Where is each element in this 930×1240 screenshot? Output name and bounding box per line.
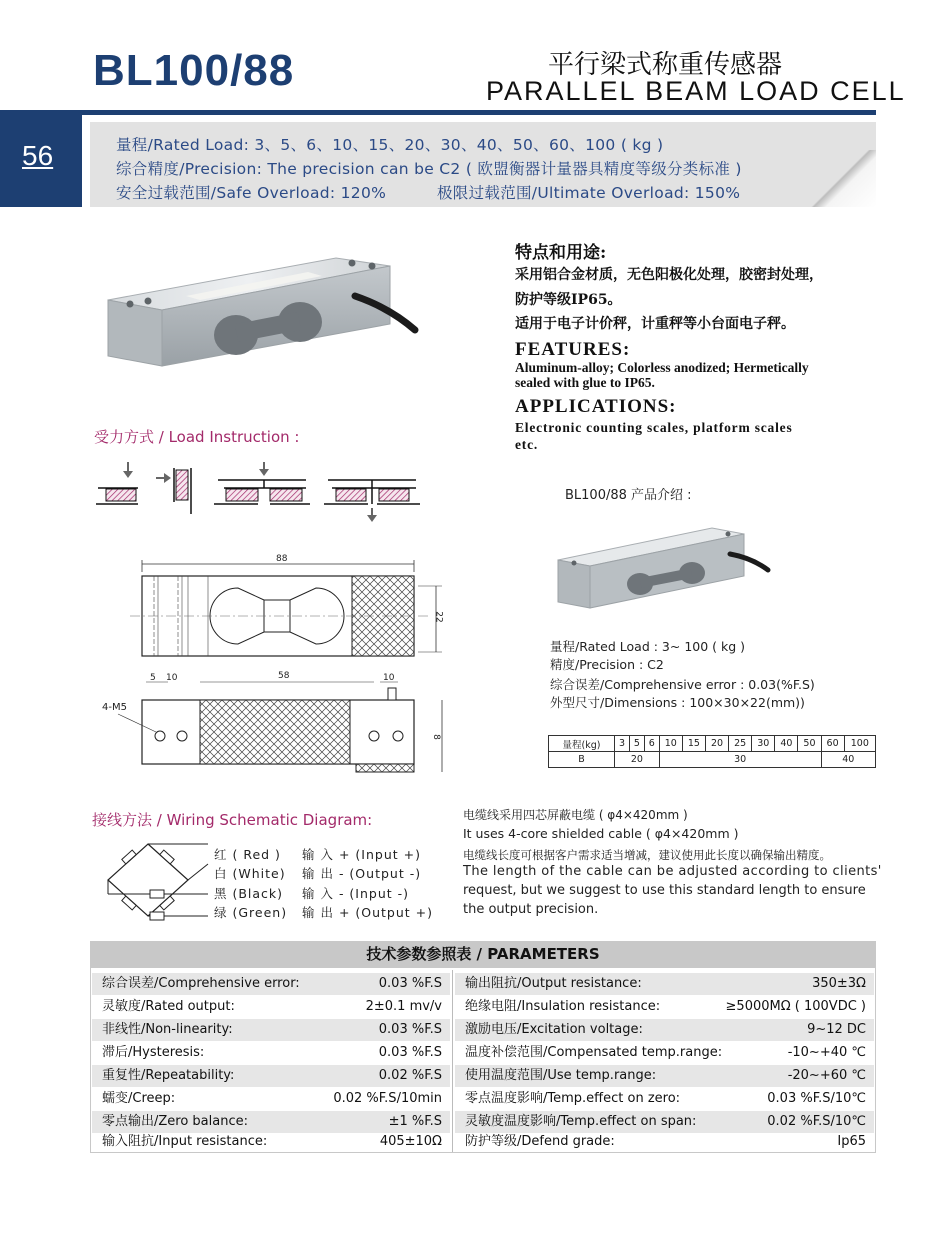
table-row <box>455 1111 874 1133</box>
param-value: 350±3Ω <box>812 976 866 991</box>
load-instruction-label: 受力方式 / Load Instruction : <box>94 428 300 446</box>
dim-length: 88 <box>276 554 288 564</box>
product-small-photo <box>552 518 774 618</box>
header-rule <box>0 110 876 115</box>
param-name: 使用温度范围/Use temp.range: <box>465 1068 657 1083</box>
intro-rated-load: 量程/Rated Load : 3~ 100 ( kg ) <box>550 639 746 654</box>
product-intro-title: BL100/88 产品介绍 : <box>565 488 692 503</box>
table-cell: 30 <box>659 752 821 768</box>
features-cn-line3: 适用于电子计价秤，计重秤等小台面电子秤。 <box>515 316 795 332</box>
param-value: 0.02 %F.S/10min <box>333 1091 442 1106</box>
table-row <box>455 1065 874 1087</box>
param-name: 蠕变/Creep: <box>102 1091 176 1106</box>
table-row <box>455 973 874 995</box>
table-row <box>92 996 450 1018</box>
intro-comprehensive-error: 综合误差/Comprehensive error : 0.03(%F.S) <box>550 677 815 692</box>
param-name: 输出阻抗/Output resistance: <box>465 976 642 991</box>
parameters-divider <box>452 970 453 1152</box>
param-name: 防护等级/Defend grade: <box>465 1134 615 1149</box>
wire-black-signal: 输 入 - (Input -) <box>302 886 410 901</box>
intro-precision: 精度/Precision : C2 <box>550 657 664 672</box>
wire-green-color: 绿 (Green) <box>214 905 288 920</box>
technical-drawing <box>98 552 458 777</box>
cable-note-en-1: The length of the cable can be adjusted according to clients' <box>463 864 882 879</box>
param-value: -10~+40 ℃ <box>787 1045 866 1060</box>
param-name: 重复性/Repeatability: <box>102 1068 235 1083</box>
param-name: 综合误差/Comprehensive error: <box>102 976 300 991</box>
table-cell: 60 <box>821 736 844 752</box>
table-cell: 10 <box>659 736 682 752</box>
wire-green-signal: 输 出 + (Output +) <box>302 905 434 920</box>
param-value: 2±0.1 mv/v <box>365 999 442 1014</box>
wiring-bridge-diagram <box>100 836 210 926</box>
table-row <box>92 973 450 995</box>
param-name: 温度补偿范围/Compensated temp.range: <box>465 1045 723 1060</box>
table-cell: 100 <box>844 736 875 752</box>
page-number: 56 <box>22 140 54 171</box>
table-row <box>549 736 876 752</box>
thread-label: 4-M5 <box>102 702 127 713</box>
features-cn-line2: 防护等级IP65。 <box>515 292 622 308</box>
table-row <box>549 752 876 768</box>
param-value: 0.02 %F.S/10℃ <box>767 1114 866 1129</box>
page-curl <box>808 150 876 207</box>
param-value: 405±10Ω <box>379 1134 442 1149</box>
load-instruction-diagram <box>92 458 432 528</box>
param-name: 非线性/Non-linearity: <box>102 1022 233 1037</box>
param-name: 零点温度影响/Temp.effect on zero: <box>465 1091 681 1106</box>
spec-ultimate-overload: 极限过载范围/Ultimate Overload: 150% <box>437 184 741 202</box>
param-value: 0.03 %F.S/10℃ <box>767 1091 866 1106</box>
dim-8: 8 <box>430 734 441 740</box>
table-row <box>455 1088 874 1110</box>
load-cell-photo <box>100 238 435 388</box>
table-row <box>92 1042 450 1064</box>
table-row <box>455 1042 874 1064</box>
dim-10-right: 10 <box>383 673 395 683</box>
param-value: 0.03 %F.S <box>378 976 442 991</box>
wire-black-color: 黑 (Black) <box>214 886 284 901</box>
table-row <box>92 1111 450 1133</box>
spec-safe-overload: 安全过载范围/Safe Overload: 120% <box>116 184 387 202</box>
intro-dimensions: 外型尺寸/Dimensions : 100×30×22(mm)) <box>550 695 805 710</box>
param-value: Ip65 <box>837 1134 866 1149</box>
wire-white-color: 白 (White) <box>214 866 286 881</box>
cable-note-en-2: request, but we suggest to use this standard length to ensure <box>463 883 866 898</box>
table-cell: 3 <box>615 736 630 752</box>
param-value: -20~+60 ℃ <box>787 1068 866 1083</box>
table-cell: 20 <box>615 752 660 768</box>
table-row <box>92 1065 450 1087</box>
param-name: 激励电压/Excitation voltage: <box>465 1022 643 1037</box>
param-value: 0.03 %F.S <box>378 1045 442 1060</box>
wire-white-signal: 输 出 - (Output -) <box>302 866 422 881</box>
parameters-title: 技术参数参照表 / PARAMETERS <box>90 941 876 967</box>
features-text-1: Aluminum-alloy; Colorless anodized; Hermetically <box>515 360 809 375</box>
dim-10-left: 10 <box>166 673 178 683</box>
param-name: 输入阻抗/Input resistance: <box>102 1134 268 1149</box>
features-cn-line1: 采用铝合金材质，无色阳极化处理，胶密封处理， <box>515 267 823 283</box>
table-cell: 5 <box>629 736 644 752</box>
table-cell: 30 <box>752 736 775 752</box>
param-value: 9~12 DC <box>807 1022 866 1037</box>
param-value: 0.02 %F.S <box>378 1068 442 1083</box>
param-name: 滞后/Hysteresis: <box>102 1045 205 1060</box>
param-name: 零点输出/Zero balance: <box>102 1114 248 1129</box>
param-name: 灵敏度温度影响/Temp.effect on span: <box>465 1114 697 1129</box>
spec-rated-load: 量程/Rated Load: 3、5、6、10、15、20、30、40、50、60、100 ( kg ) <box>116 136 664 154</box>
dim-5: 5 <box>150 673 156 683</box>
dim-58: 58 <box>278 671 290 681</box>
wire-red-color: 红 ( Red ) <box>214 847 281 862</box>
param-value: 0.03 %F.S <box>378 1022 442 1037</box>
table-cell: 20 <box>705 736 728 752</box>
features-heading-cn: 特点和用途: <box>515 243 607 263</box>
capacity-dimension-table <box>548 735 876 768</box>
param-value: ≥5000MΩ ( 100VDC ) <box>725 999 866 1014</box>
table-row <box>92 1131 450 1153</box>
spec-precision: 综合精度/Precision: The precision can be C2 ( 欧盟衡器计量器具精度等级分类标准 ) <box>116 160 742 178</box>
cable-note-en-3: the output precision. <box>463 902 599 917</box>
param-value: ±1 %F.S <box>388 1114 442 1129</box>
cable-spec-cn: 电缆线采用四芯屏蔽电缆 ( φ4×420mm ) <box>463 808 688 822</box>
param-name: 灵敏度/Rated output: <box>102 999 235 1014</box>
dim-height: 22 <box>433 611 444 623</box>
table-header-cell: B <box>549 752 615 768</box>
table-row <box>455 1019 874 1041</box>
cable-spec-en: It uses 4-core shielded cable ( φ4×420mm ) <box>463 826 739 841</box>
table-cell: 40 <box>821 752 875 768</box>
table-row <box>455 996 874 1018</box>
table-cell: 40 <box>775 736 798 752</box>
table-cell: 25 <box>729 736 752 752</box>
title-english: PARALLEL BEAM LOAD CELL <box>486 76 906 106</box>
param-name: 绝缘电阻/Insulation resistance: <box>465 999 661 1014</box>
table-header-cell: 量程(kg) <box>549 736 615 752</box>
title-chinese: 平行梁式称重传感器 <box>548 50 783 80</box>
applications-heading: APPLICATIONS: <box>515 396 677 417</box>
wire-red-signal: 输 入 + (Input +) <box>302 847 421 862</box>
features-heading: FEATURES: <box>515 339 631 360</box>
applications-text-2: etc. <box>515 437 539 452</box>
applications-text-1: Electronic counting scales, platform scales <box>515 420 793 435</box>
features-text-2: sealed with glue to IP65. <box>515 375 655 390</box>
cable-note-cn: 电缆线长度可根据客户需求适当增减，建议使用此长度以确保输出精度。 <box>463 848 831 862</box>
table-cell: 6 <box>644 736 659 752</box>
table-cell: 15 <box>682 736 705 752</box>
table-row <box>92 1088 450 1110</box>
wiring-label: 接线方法 / Wiring Schematic Diagram: <box>92 811 373 829</box>
table-row <box>92 1019 450 1041</box>
table-row <box>455 1131 874 1153</box>
table-cell: 50 <box>798 736 821 752</box>
model-title: BL100/88 <box>93 46 295 95</box>
